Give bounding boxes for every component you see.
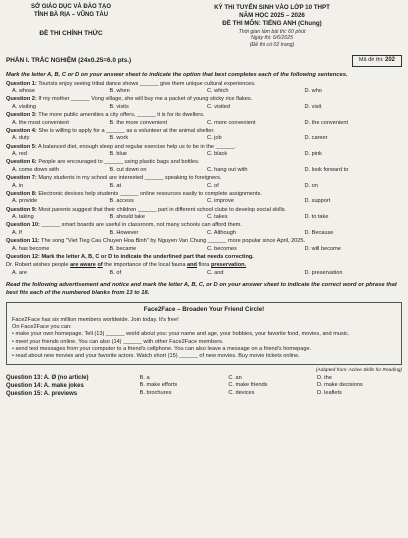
question-9 [6,207,402,222]
question-2-options [6,104,402,111]
question-4-option-c[interactable]: C. job [207,135,222,142]
q14-option-c: C. make friends [228,382,268,389]
q12-options [6,270,402,277]
question-7-stem [6,175,402,182]
q15-label: Question 15: A. previews [6,390,78,397]
question-7-text: Many students in my school are interested ______ speaking to foreigners. [38,175,222,182]
column-c [228,375,313,399]
question-4-option-a[interactable]: A. duty [12,135,30,142]
department-name: SỞ GIÁO DỤC VÀ ĐÀO TẠO [30,4,112,10]
question-5-option-d[interactable]: D. pink [304,151,322,158]
question-1-option-c[interactable]: C. which [207,88,229,95]
q12-option-c: C. and [207,269,224,276]
question-6-option-b[interactable]: B. cut down on [109,166,147,173]
q12-option-a: A. are [12,269,27,276]
question-2-option-a[interactable]: A. visiting [12,103,36,110]
province-name: TỈNH BÀ RỊA – VŨNG TÀU [33,11,109,18]
question-5-option-b[interactable]: B. blue [109,151,127,158]
school-year: NĂM HỌC 2025 – 2026 [239,12,305,20]
q13-option-b: B. a [139,375,150,382]
question-2-option-c[interactable]: C. visited [207,103,231,110]
ad-bullet-1: • make your own homepage. Tell (13) ______ world about you: your name and age, your hobbies, your favorite food, movies, and music. [12,331,350,338]
advertisement-title: Face2Face – Broaden Your Friend Circle! [143,306,265,314]
advertisement-box [6,302,402,364]
ad-bullet-3: • send text messages from your computer to a friend's cellphone. You can also leave a message on a friend's homepage. [12,346,312,353]
question-5-option-c[interactable]: C. black [207,151,228,158]
exam-code: 202 [384,57,395,64]
q12-text-mid3: flora [196,262,211,269]
question-8-option-b[interactable]: B. access [109,198,134,205]
question-8-option-a[interactable]: A. provide [12,198,38,205]
q12-text-mid2: the importance of the local fauna [102,262,188,269]
question-12-stem [6,254,402,261]
question-7-label: Question 7: [6,175,37,182]
column-b [140,375,225,399]
question-5-text: A balanced diet, enough sleep and regular exercise help us to be in the ______. [38,143,236,150]
question-12-label: Question 12: [6,253,40,260]
question-8-option-d[interactable]: D. support [304,198,331,205]
question-5-options [6,151,402,158]
questions-13-15-labels [6,375,136,399]
question-12 [6,254,402,261]
question-11 [6,238,402,253]
q13-option-c: C. an [228,375,242,382]
q12-option-d: D. preservation [304,269,343,276]
question-12-text: Mark the letter A, B, C or D to indicate the underlined part that needs correcting. [41,253,254,260]
question-6-options [6,167,402,174]
question-1-label: Question 1: [6,80,37,87]
question-9-label: Question 9: [6,206,37,213]
question-5-label: Question 5: [6,143,37,150]
exam-date: Ngày thi: 6/6/2025 [250,35,294,42]
exam-code-label: Mã đề thi: [358,57,384,64]
question-1-option-b[interactable]: B. when [109,88,130,95]
question-3-stem [6,112,402,119]
question-10-options [6,230,402,237]
question-11-option-a[interactable]: A. has become [12,245,50,252]
question-11-option-d[interactable]: D. will become [304,245,341,252]
question-10-text: ______ smart boards are useful in classroom, not many schools can afford them. [41,222,242,229]
question-1-option-d[interactable]: D. who [304,88,322,95]
column-d [317,375,402,399]
question-11-stem [6,238,402,245]
question-1-text: Tourists enjoy seeing tribal dance shows ______ give them unique cultural experiences. [38,80,256,87]
question-8-stem [6,191,402,198]
q15-option-b: B. brochures [139,389,172,396]
question-2-stem [6,96,402,103]
question-3-label: Question 3: [6,112,37,119]
q14-label: Question 14: A. make jokes [6,383,84,390]
q12-option-b: B. of [109,269,122,276]
instruction-2: Read the following advertisement and notice and mark the letter A, B, C, or D on your answer sheet to indicate the correct word or phrase that best fits each of the numbered blanks from 13 to 18. [6,282,397,296]
question-11-options [6,246,402,253]
question-7 [6,175,402,190]
question-4-label: Question 4: [6,127,37,134]
question-10-label: Question 10: [6,222,40,229]
question-4-stem [6,128,402,135]
question-3-text: The more public amenities a city offers, ______ it is for its dwellers. [38,112,205,119]
question-6-stem [6,159,402,166]
question-1-option-a[interactable]: A. whose [12,88,36,95]
question-1 [6,81,402,96]
exam-title: KỲ THI TUYỂN SINH VÀO LỚP 10 THPT [214,4,330,11]
question-6-option-c[interactable]: C. hang out with [207,166,248,173]
q13-label: Question 13: A. Ø (no article) [6,375,89,382]
question-8-option-c[interactable]: C. improve [207,198,235,205]
question-list [6,81,402,262]
question-3-option-d[interactable]: D. the convenient [304,119,349,126]
q12-text-before: Dr. Robert wishes people [6,262,71,269]
question-9-option-c[interactable]: C. takes [207,214,228,221]
q12-underline-a: are aware [70,262,96,269]
q12-underline-d: preservation. [210,262,247,269]
question-3 [6,112,402,127]
question-9-stem [6,207,402,214]
question-1-options [6,88,402,95]
question-9-option-a[interactable]: A. taking [12,214,34,221]
part-row [6,55,402,67]
question-3-option-b[interactable]: B. the more convenient [109,119,168,126]
question-3-options [6,120,402,127]
answer-options-13-15 [6,375,402,399]
question-12-sentence [6,262,402,277]
question-9-text: Most parents suggest that their children ______ part in different school clubs to develop social skills. [38,206,287,213]
q12-underline-c: and [187,262,197,269]
q13-option-d: D. the [316,375,332,382]
question-4-option-d[interactable]: D. career [304,135,328,142]
question-7-option-d[interactable]: D. on [304,182,318,189]
official-label: ĐỀ THI CHÍNH THỨC [39,29,103,37]
question-11-option-c[interactable]: C. becomes [207,245,237,252]
question-8-label: Question 8: [6,190,37,197]
duration: Thời gian làm bài thi: 60 phút [238,28,306,35]
question-4-text: She is willing to apply for a ______ as a volunteer at the animal shelter. [38,127,215,134]
header-right [142,4,402,49]
question-5-option-a[interactable]: A. red [12,151,27,158]
question-5-stem [6,144,402,151]
part-title: PHẦN I. TRẮC NGHIỆM (24x0.25=6.0 pts.) [6,56,132,64]
question-7-option-a[interactable]: A. in [12,182,24,189]
question-7-option-c[interactable]: C. of [207,182,219,189]
question-3-option-c[interactable]: C. more convenient [207,119,256,126]
question-2 [6,96,402,111]
exam-code-box [352,55,402,67]
question-6-label: Question 6: [6,159,37,166]
exam-page [6,0,402,399]
question-2-option-b[interactable]: B. visits [109,103,129,110]
question-4-option-b[interactable]: B. work [109,135,129,142]
question-10-option-c[interactable]: C. Although [207,229,236,236]
question-7-option-b[interactable]: B. at [109,182,122,189]
question-6-option-a[interactable]: A. come down with [12,166,59,173]
q12-underline-b: of [97,262,103,269]
ad-bullet-2: • meet your friends online. You can also (14) ______ with other Face2Face members. [12,338,224,345]
question-9-option-b[interactable]: B. should take [109,214,145,221]
question-9-option-d[interactable]: D. to take [304,214,329,221]
instruction-1: Mark the letter A, B, C or D on your answer sheet to indicate the option that best completes each of the following sentences. [6,72,348,79]
ad-bullet-4: • read about new movies and your favorite actors. Watch short (15) ______ of new movies. Buy movie tickets online. [12,353,300,360]
question-5 [6,144,402,159]
question-11-label: Question 11: [6,238,40,245]
question-11-text: The song "Viet Tieg Cau Chuyen Hoa Binh" by Nguyen Van Chung ______ more popular since April, 2025. [41,238,306,245]
question-10-option-a[interactable]: A. If [12,229,22,236]
question-6-text: People are encouraged to ______ using plastic bags and bottles. [38,159,200,166]
question-1-stem [6,81,402,88]
question-10 [6,222,402,237]
question-8-text: Electronic devices help students ______ online resources easily to complete assignments. [38,190,262,197]
exam-header [6,4,402,49]
question-9-options [6,214,402,221]
q14-option-d: D. make decisions [316,382,363,389]
question-6 [6,159,402,174]
q15-option-d: D. leaflets [316,389,342,396]
q14-option-b: B. make efforts [139,382,178,389]
header-left [6,4,136,49]
q15-option-c: C. devices [228,389,255,396]
question-7-options [6,183,402,190]
question-2-text: If my mother ______ Vong village, she will buy me a packet of young sticky rice flakes. [38,96,253,103]
question-11-option-b[interactable]: B. became [109,245,137,252]
question-10-option-d[interactable]: D. Because [304,229,334,236]
question-10-stem [6,222,402,229]
question-4-options [6,135,402,142]
subject-title: ĐỀ THI MÔN: TIẾNG ANH (Chung) [222,20,322,28]
question-10-option-b[interactable]: B. However [109,229,139,236]
source-note: (Adapted from: Active Skills for Reading) [315,367,402,373]
question-2-option-d[interactable]: D. visit [304,103,322,110]
page-count: (Đề thi có 02 trang) [249,42,295,49]
question-8-options [6,198,402,205]
ad-paragraph-1: Face2Face has six million members worldwide. Join today. It's free! [12,316,179,323]
question-3-option-a[interactable]: A. the most convenient [12,119,69,126]
question-6-option-d[interactable]: D. look forward to [304,166,349,173]
question-2-label: Question 2: [6,96,37,103]
question-4 [6,128,402,143]
ad-paragraph-2: On Face2Face you can: [12,323,72,330]
question-8 [6,191,402,206]
